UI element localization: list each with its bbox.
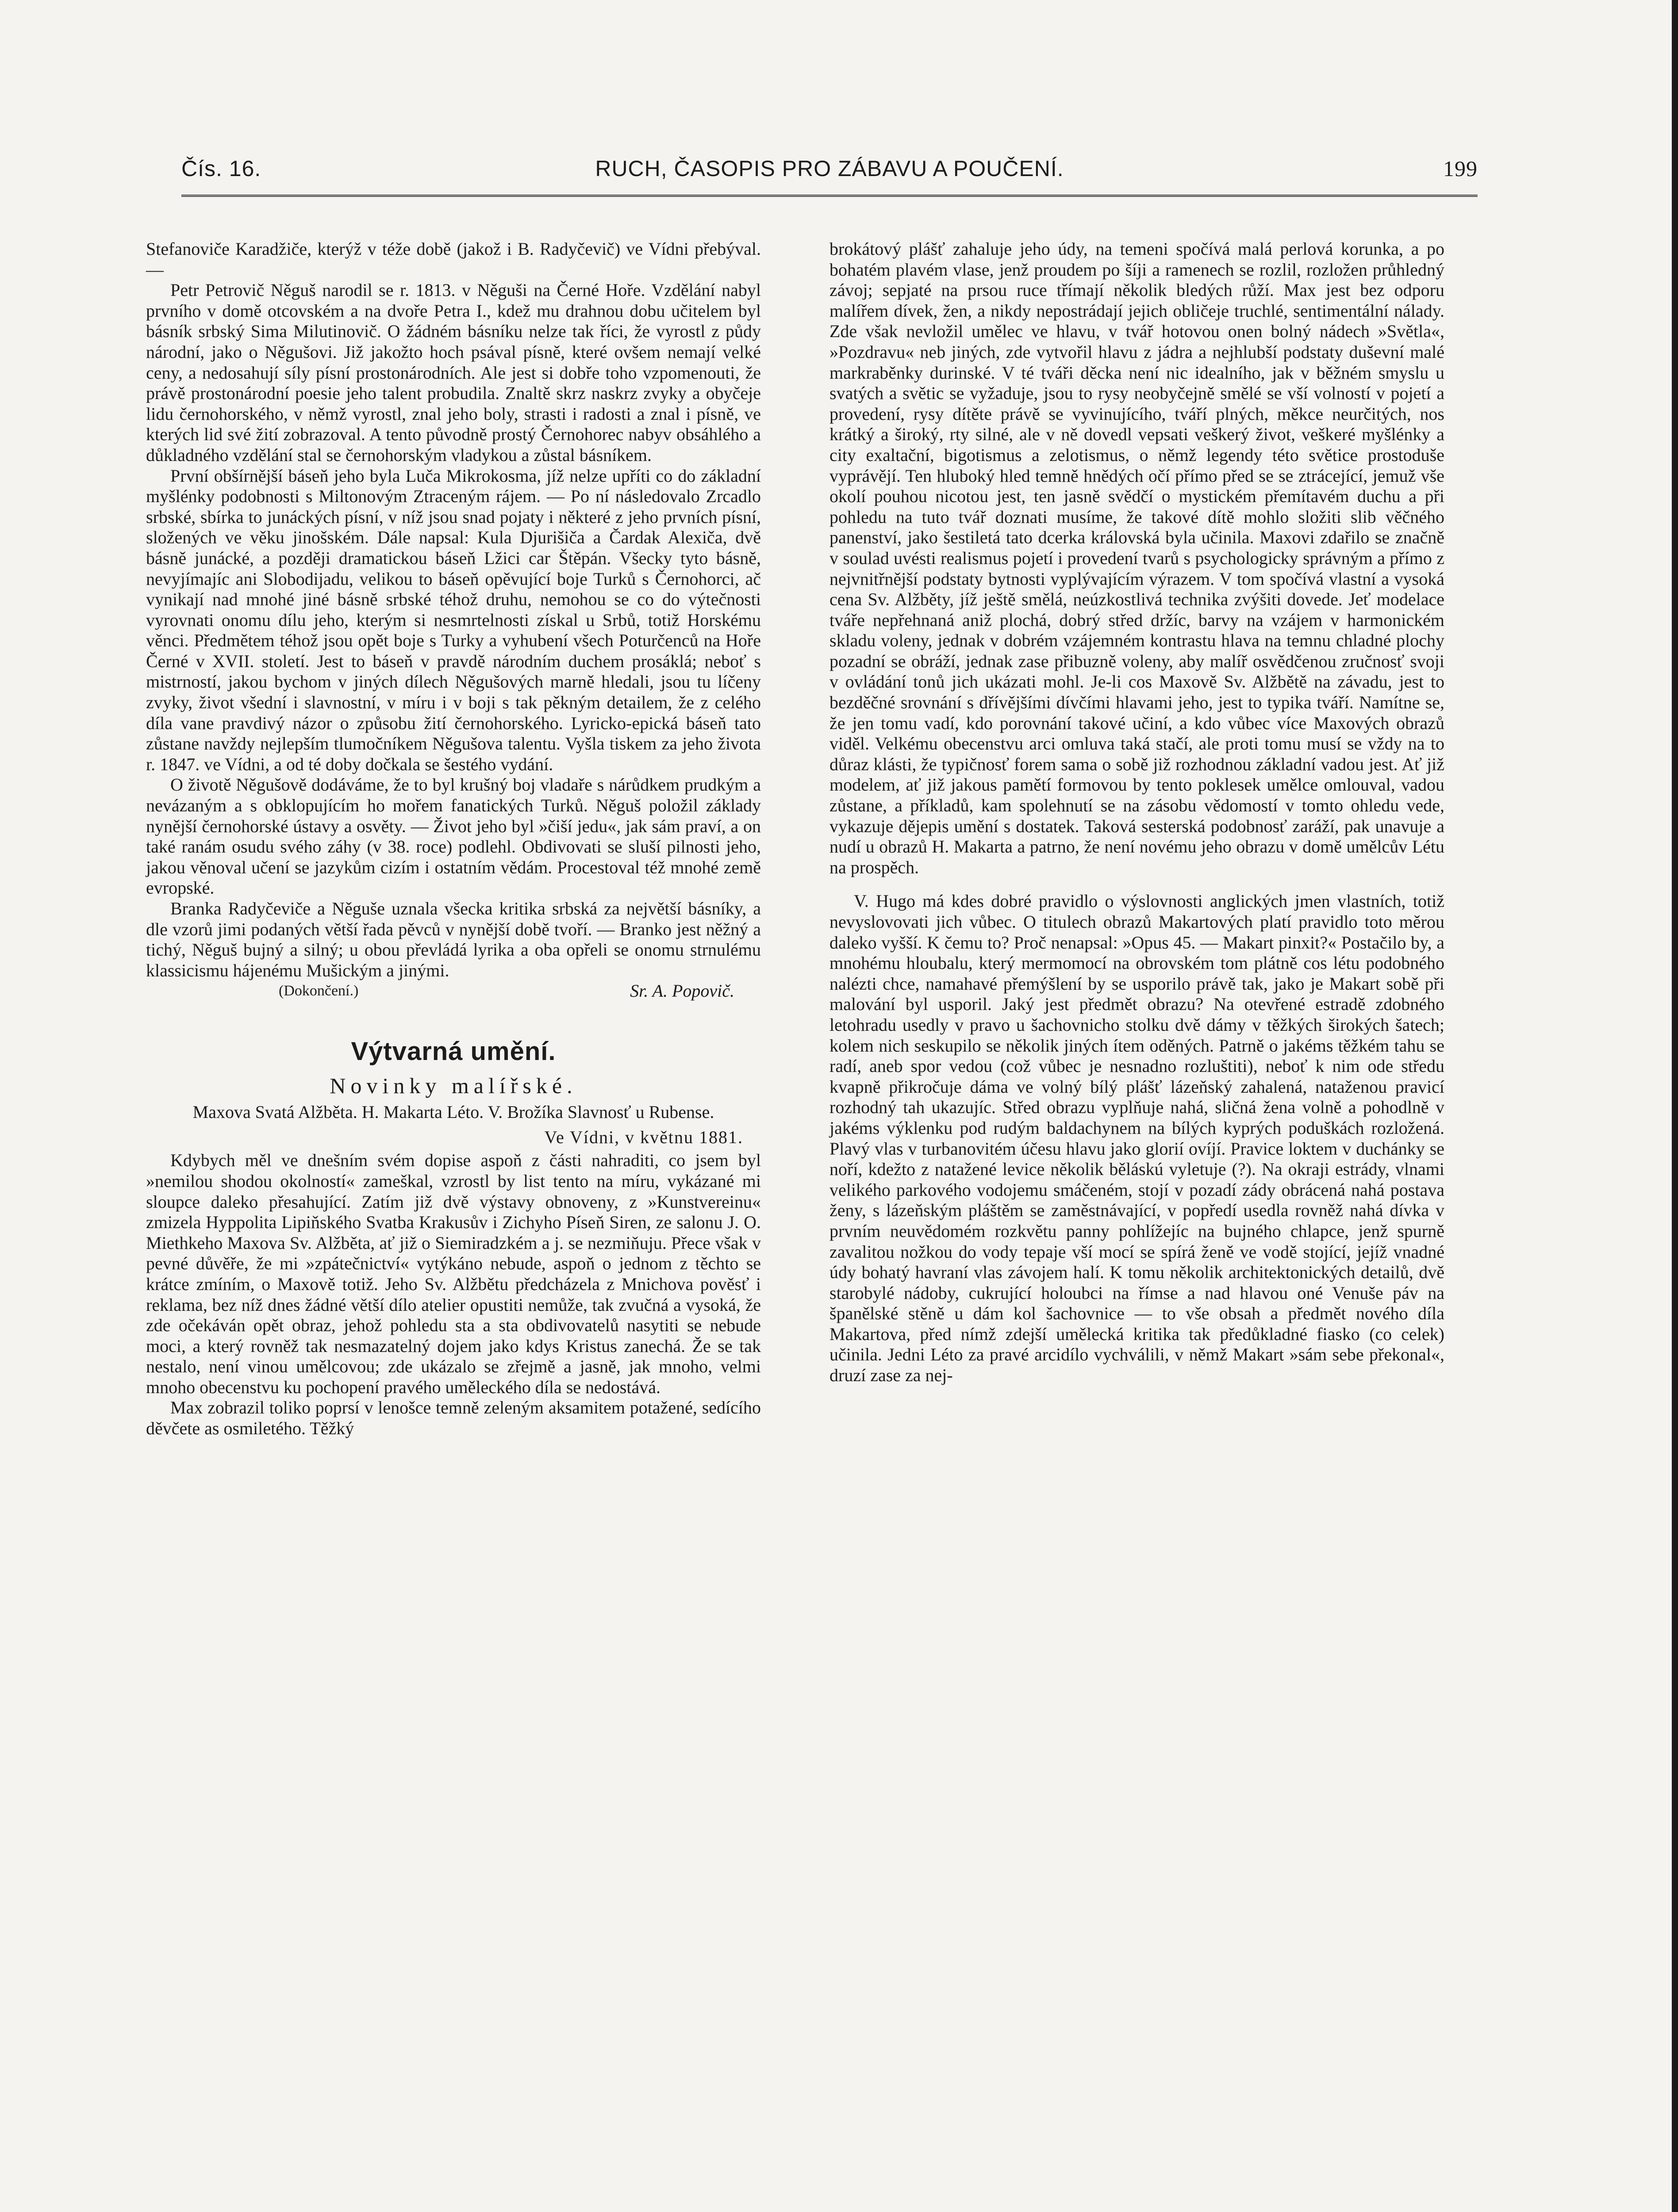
running-head bbox=[181, 156, 1478, 191]
left-column bbox=[146, 239, 761, 1439]
author-signature: Sr. A. Popovič. bbox=[630, 981, 734, 1001]
paragraph: O životě Něgušově dodáváme, že to byl krušný boj vladaře s nárůdkem prudkým a nevázaným a s obklopujícím ho mořem fanatických Turků. Něguš položil základy nynější černohorské ústavy a osvěty. — Život jeho byl »čiší jedu«, jak sám praví, a on také ranám osudu svého záhy (v 38. roce) podlehl. Obdivovati se sluší pilnosti jeho, jakou věnoval učení se jazykům cizím i ostatním vědám. Procestoval též mnohé země evropské. bbox=[146, 775, 761, 898]
issue-number: Čís. 16. bbox=[181, 156, 261, 181]
continuation-note: (Dokončení.) bbox=[279, 983, 359, 999]
paragraph: Branka Radyčeviče a Něguše uznala všecka kritika srbská za největší básníky, a dle vzorů jimi podaných větší řada pěvců v nynější době tvoří. — Branko jest něžný a tichý, Něguš bujný a silný; u obou převládá lyrika a oba opřeli se onomu strnulému klassicismu hájenému Mušickým a jinými. bbox=[146, 899, 761, 980]
right-column bbox=[829, 239, 1444, 1386]
paragraph: Petr Petrovič Něguš narodil se r. 1813. v Něguši na Černé Hoře. Vzdělání nabyl prvního v domě otcovském a na dvoře Petra I., kdež mu drahnou dobu učitelem byl básník srbský Sima Milutinovič. O žádném básníku nelze tak říci, že vyrostl z půdy národní, jako o Něgušovi. Již jakožto hoch psával písně, které ovšem nemají velké ceny, a nedosahují síly písní prostonárodních. Ale jest si dobře toho vzpomenouti, že právě prostonárodní poesie jeho talent probudila. Znaltě skrz naskrz zvyky a obyčeje lidu černohorského, v němž vyrostl, znal jeho boly, strasti i radosti a znal i písně, ve kterých lid své žití zobrazoval. A tento původně prostý Černohorec nabyv obsáhlého a důkladného vzdělání stal se černohorským vladykou a zůstal básníkem. bbox=[146, 280, 761, 465]
journal-title: RUCH, ČASOPIS PRO ZÁBAVU A POUČENÍ. bbox=[595, 156, 1064, 181]
dateline: Ve Vídni, v květnu 1881. bbox=[544, 1127, 743, 1147]
article-signoff bbox=[146, 981, 761, 1002]
paragraph: brokátový plášť zahaluje jeho údy, na temeni spočívá malá perlová korunka, a po bohatém plavém vlase, jenž proudem po šíji a ramenech se rozlil, rozložen průhledný závoj; sepjaté na prsou ruce třímají několik bledých růží. Max jest bez odporu malířem dívek, žen, a nikdy nepostrádají jejich obličeje truchlé, sentimentální nálady. Zde však nevložil umělec ve hlavu, v tvář hotovou onen bolný nádech »Světla«, »Pozdravu« neb jiných, zde vytvořil hlavu z jádra a nejhlubší podstaty duševní malé markraběnky durinské. V té tváři děcka není nic idealního, jak v běžném smyslu u svatých a světic se vyžaduje, jsou to rysy neobyčejně smělé se vší volností v pojetí a provedení, rysy dítěte právě se vyvinujícího, tváří plných, měkce neurčitých, nos krátký a široký, rty silné, ale v ně dovedl vepsati veškerý život, veškeré myšlénky a city exaltační, bigotismus a zelotismus, o němž legendy této světice prostoduše vyprávějí. Ten hluboký hled temně hnědých očí přímo před se se ztrácející, jemuž vše okolí pouhou nicotou jest, ten jasně svědčí o mystickém přemítavém duchu a při pohledu na tuto tvář doznati musíme, že takové dítě mohlo složiti slib věčného panenství, jako šestiletá tato dcerka královská byla učinila. Maxovi zdařilo se značně v soulad uvésti realismus pojetí i provedení tvarů s psychologicky správným a přímo z nejvnitřnější podstaty bytnosti vyplývajícím výrazem. V tom spočívá vlastní a vysoká cena Sv. Alžběty, jíž ještě smělá, neúzkostlivá technika zvýšiti dovede. Jeť modelace tváře nepřehnaná aniž plochá, dobrý střed držíc, barvy na vzájem v harmonickém skladu voleny, jednak v dobrém vzájemném kontrastu hlava na temnu chladné plochy pozadní se obráží, jednak zase přibuzně voleny, aby malíř osvědčenou zručnosť svoji v ovládání tonů jich ukázati mohl. Je-li cos Maxově Sv. Alžbětě na závadu, jest to bezděčné srovnání s dřívějšími dívčími hlavami jeho, jest to typika tváří. Namítne se, že jen tomu vadí, kdo porovnání takové učiní, a kdo vůbec více Maxových obrazů viděl. Velkému obecenstvu arci omluva taká stačí, ale proti tomu musí se vždy na to důraz klásti, že typičnosť forem sama o sobě již rozhodnou základní vadou jest. Ať již modelem, ať již jakous pamětí formovou by tento poklesek umělce omlouval, vadou zůstane, a příkladů, kam spolehnutí se na zásobu vědomostí v tomto ohledu vede, vykazuje dějepis umění s dostatek. Taková sesterská podobnosť zaráží, pak unavuje a nudí u obrazů H. Makarta a patrno, že není novému jeho obrazu v domě umělcův Létu na prospěch. bbox=[829, 239, 1444, 877]
paragraph: První obšírnější báseň jeho byla Luča Mikrokosma, jíž nelze upříti co do základní myšlénky podobnosti s Miltonovým Ztraceným rájem. — Po ní následovalo Zrcadlo srbské, sbírka to junáckých písní, v níž jsou snad pojaty i některé z jeho prvních písní, složených ve věku jinošském. Dále napsal: Kula Djurišiča a Čardak Alexiča, dvě básně junácké, a později dramatickou báseň Lžici car Štěpán. Všecky tyto básně, nevyjímajíc ani Slobodijadu, velikou to báseň opěvující boje Turků s Černohorci, ač vynikají nad mnohé jiné básně srbské téhož druhu, nemohou se co do výtečnosti vyrovnati onomu dílu jeho, kterým si nesmrtelnosti získal u Srbů, totiž Horskému věnci. Předmětem téhož jsou opět boje s Turky a vyhubení všech Poturčenců na Hoře Černé v XVII. století. Jest to báseň v pravdě národním duchem prosáklá; neboť s mistrností, jakou bychom v jiných dílech Něgušových marně hledali, jsou tu líčeny zvyky, život všední i slavnostní, v míru i v boji s tak pěkným detailem, že z celého díla vane pravdivý názor o způsobu žití černohorského. Lyricko-epická báseň tato zůstane navždy nejlepším tlumočníkem Něgušova talentu. Vyšla tiskem za jeho života r. 1847. ve Vídni, a od té doby dočkala se šestého vydání. bbox=[146, 465, 761, 774]
paragraph: Stefanoviče Karadžiče, kterýž v téže době (jakož i B. Radyčevič) ve Vídni přebýval. — bbox=[146, 239, 761, 280]
section-title: Výtvarná umění. bbox=[351, 1037, 556, 1066]
works-list: Maxova Svatá Alžběta. H. Makarta Léto. V. Brožíka Slavnosť u Rubense. bbox=[192, 1102, 714, 1122]
paragraph: V. Hugo má kdes dobré pravidlo o výslovnosti anglických jmen vlastních, totiž nevyslovovati jich vůbec. O titulech obrazů Makartových platí pravidlo toto měrou daleko vyšší. K čemu to? Proč nenapsal: »Opus 45. — Makart pinxit?« Postačilo by, a mnohému hloubalu, který mermomocí na obrovském tom plátně cos létu podobného nalézti chce, namahavé přemýšlení by se usporilo právě tak, jako je Makart sobě při malování byl usporil. Jaký jest předmět obrazu? Na otevřené estradě zdobného letohradu usedly v pravo u šachovnicho stolku dvě dámy v těžkých širokých šatech; kolem nich seskupilo se několik jiných ítem oděných. Patrně o jakéms těžkém tahu se radí, aneb spor vedou (což vůbec je nesnadno rozluštiti), neboť k nim ode středu kvapně přikročuje dáma ve volný bílý plášť lázeňský zahalená, nataženou pravicí rozhodný tah ukazujíc. Střed obrazu vyplňuje nahá, sličná žena volně a pohodlně v jakéms výklenku pod rudým baldachynem na bílých kyprých poduškách rozložená. Plavý vlas v turbanovitém účesu hlavu jako glorií ovíjí. Pravice loktem v duchánky se noří, kdežto z natažené levice několik běláskú vyletuje (?). Na okraji estrády, vlnami velikého parkového vodojemu smáčeném, stojí v pozadí zády obrácená nahá postava ženy, s lázeňským pláštěm se zaměstnávající, v popředí usedla rovněž nahá dívka v prvním neuvědomém rozkvětu panny pohlížejíc na bujného chlapce, jenž spurně zavalitou nožkou do vody tepaje vší mocí se spírá ženě ve vodě stojící, jejíž vnadné údy bohatý havraní vlas závojem halí. K tomu několik architektonických detailů, dvě starobylé nádoby, cukrující holoubci na římse a nad hlavou oné Venuše páv na španělské stěně u dám kol šachovnice — to vše obsah a předmět nového díla Makartova, před nímž zdejší umělecká kritika tak předůkladné fiasko (co celek) učinila. Jedni Léto za pravé arcidílo vychválili, v němž Makart »sám sebe překonal«, druzí zase za nej- bbox=[829, 891, 1444, 1386]
paragraph: Kdybych měl ve dnešním svém dopise aspoň z části nahraditi, co jsem byl »nemilou shodou okolností« zameškal, vzrostl by list tento na míru, vykázané mi sloupce daleko přesahující. Zatím již dvě výstavy obnoveny, z »Kunstvereinu« zmizela Hyppolita Lipiňského Svatba Krakusův i Zichyho Píseň Siren, ze salonu J. O. Miethkeho Maxova Sv. Alžběta, ať již o Siemiradzkém a j. se nezmiňuju. Přece však v pevné důvěře, že mi »zpátečnictví« vytýkáno nebude, aspoň o jednom z těchto se krátce zmíním, o Maxově totiž. Jeho Sv. Alžbětu předcházela z Mnichova pověsť i reklama, bez níž dnes žádné větší dílo atelier opustiti nemůže, tak zvučná a vysoká, že zde očekáván opět obraz, jehož pohledu sta a sta obdivovatelů nasytiti se nebude moci, a který rovněž tak nesmazatelný dojem jako kdys Kristus zanechá. Že se tak nestalo, není vinou umělcovou; zde ukázalo se zřejmě a jasně, jak mnoho, velmi mnoho obecenstvu ku pochopení pravého uměleckého díla se nedostává. bbox=[146, 1150, 761, 1397]
paragraph: Max zobrazil toliko poprsí v lenošce temně zeleným aksamitem potažené, sedícího děvčete as osmiletého. Těžký bbox=[146, 1398, 761, 1439]
scan-edge bbox=[1672, 0, 1678, 2212]
header-rule bbox=[181, 195, 1478, 197]
page-number: 199 bbox=[1443, 156, 1478, 181]
subsection-title: Novinky malířské. bbox=[330, 1073, 577, 1098]
